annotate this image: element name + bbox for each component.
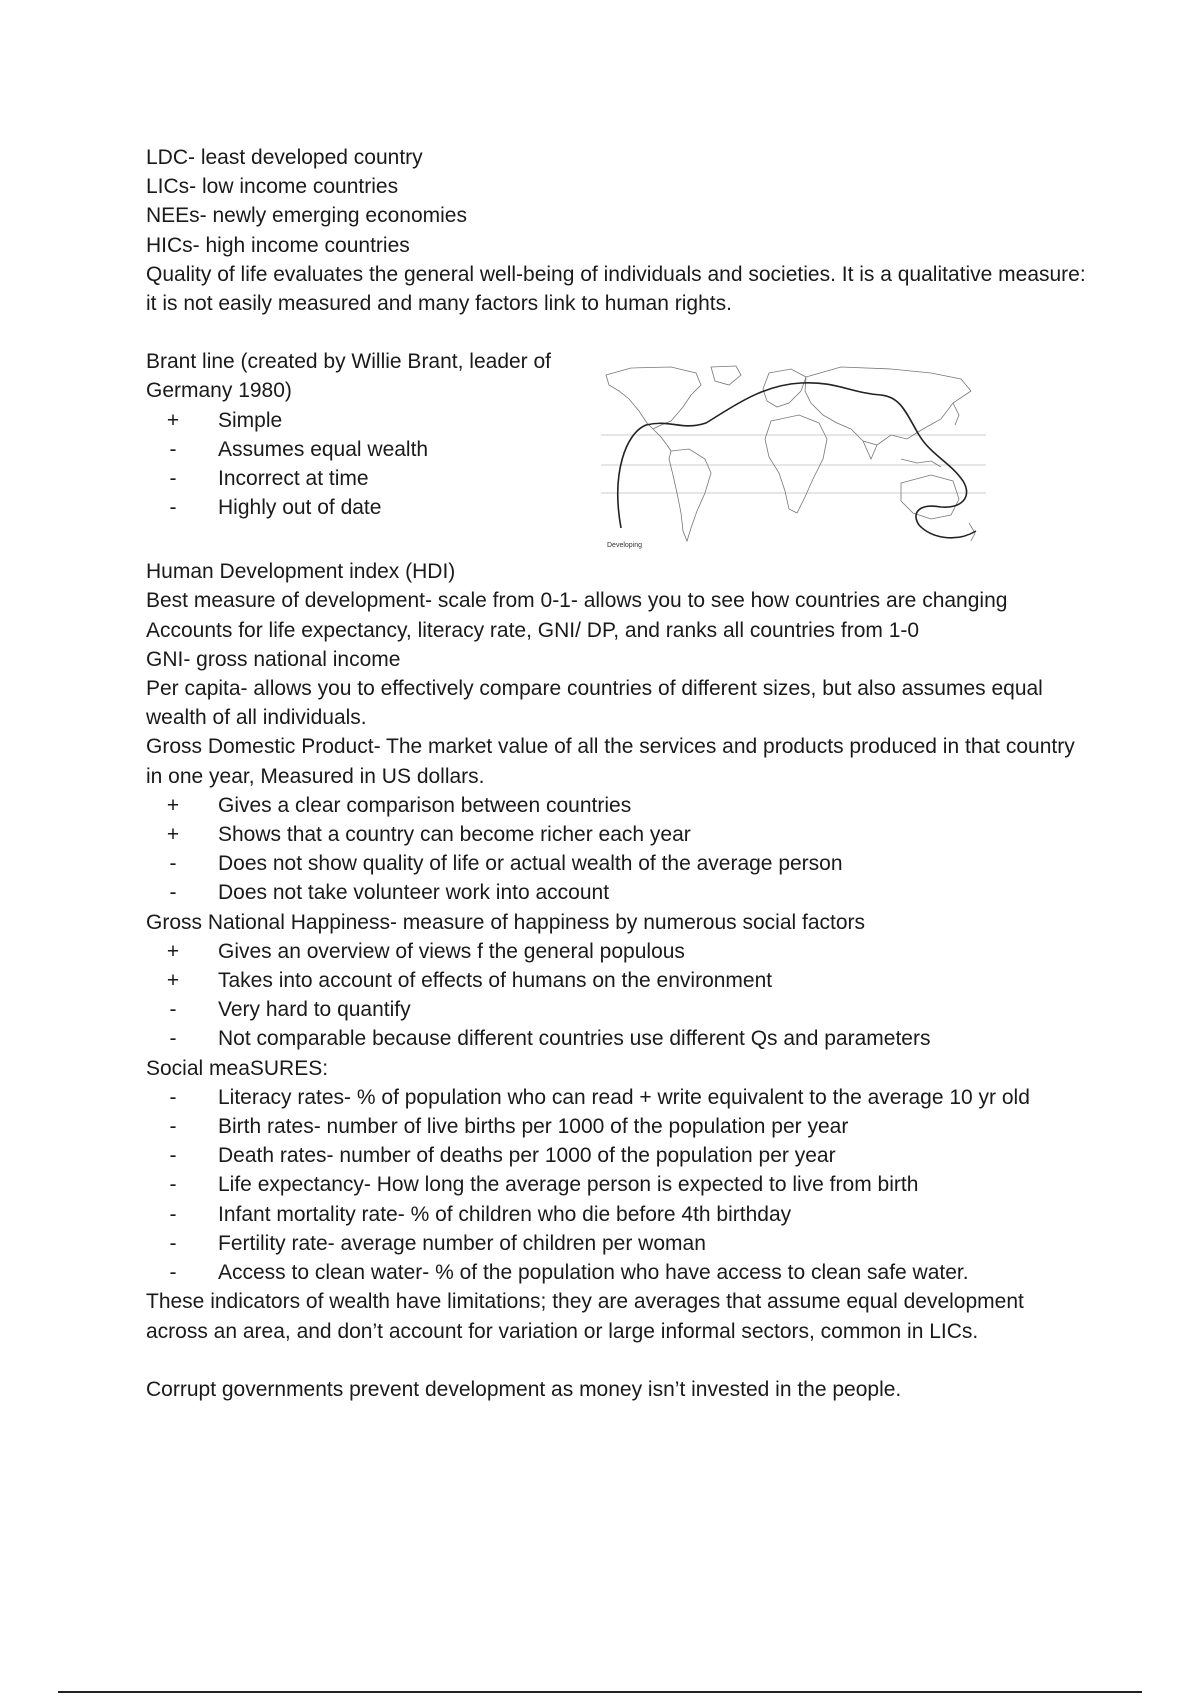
social-point: - Literacy rates- % of population who can read + write equivalent to the average 10 yr old	[169, 1085, 1030, 1109]
abbr-nees: NEEs- newly emerging economies	[146, 204, 467, 228]
hdi-line1: Best measure of development- scale from 0-1- allows you to see how countries are changing	[146, 589, 1008, 613]
gdp-point: - Does not take volunteer work into account	[169, 881, 610, 905]
hdi-title: Human Development index (HDI)	[146, 560, 456, 584]
brant-title-line2: Germany 1980)	[146, 379, 292, 403]
map-label-developing: Developing	[607, 542, 643, 550]
hdi-line2: Accounts for life expectancy, literacy rate, GNI/ DP, and ranks all countries from 1-0	[146, 618, 920, 642]
gnh-point: + Gives an overview of views f the general populous	[166, 939, 685, 963]
gdp-point: + Gives a clear comparison between countries	[166, 793, 632, 817]
social-point: - Infant mortality rate- % of children who die before 4th birthday	[169, 1202, 792, 1226]
brant-point: - Incorrect at time	[169, 467, 369, 491]
quality-of-life-paragraph: Quality of life evaluates the general well-being of individuals and societies. It is a qualitative measure: it is not easily measured and many factors link to human rights.	[146, 262, 1086, 316]
brant-point: - Assumes equal wealth	[169, 437, 429, 461]
gdp-point: - Does not show quality of life or actual wealth of the average person	[169, 852, 843, 876]
gnh-point: + Takes into account of effects of humans on the environment	[166, 969, 773, 993]
gdp-definition: Gross Domestic Product- The market value of all the services and products produced in that country in one year, Measured in US dollars.	[146, 735, 1075, 788]
abbr-ldc: LDC- least developed country	[146, 146, 423, 169]
social-point: - Access to clean water- % of the population who have access to clean safe water.	[169, 1261, 969, 1285]
social-point: - Death rates- number of deaths per 1000 of the population per year	[169, 1144, 836, 1168]
gnh-point: - Very hard to quantify	[169, 998, 411, 1022]
limitations-paragraph: These indicators of wealth have limitations; they are averages that assume equal development across an area, and don’t account for variation or large informal sectors, common in LICs.	[146, 1290, 1024, 1343]
abbr-hics: HICs- high income countries	[146, 233, 410, 257]
social-point: - Birth rates- number of live births per 1000 of the population per year	[169, 1115, 849, 1139]
footer-rule	[58, 1691, 1142, 1693]
brant-point: - Highly out of date	[169, 496, 382, 520]
gni-definition: GNI- gross national income	[146, 647, 401, 671]
abbr-lics: LICs- low income countries	[146, 175, 399, 199]
brant-point: + Simple	[166, 408, 283, 432]
brant-section	[146, 347, 1086, 557]
corruption-statement: Corrupt governments prevent development as money isn’t invested in the people.	[146, 1377, 902, 1401]
social-point: - Life expectancy- How long the average person is expected to live from birth	[169, 1173, 919, 1197]
gdp-point: + Shows that a country can become richer each year	[166, 823, 691, 847]
gnh-definition: Gross National Happiness- measure of happiness by numerous social factors	[146, 910, 866, 934]
notes-page	[146, 143, 1086, 1404]
brant-title-line1: Brant line (created by Willie Brant, leader of	[146, 350, 552, 374]
brandt-line-world-map	[601, 363, 986, 553]
social-point: - Fertility rate- average number of children per woman	[169, 1231, 706, 1255]
gnh-point: - Not comparable because different countries use different Qs and parameters	[169, 1027, 931, 1051]
social-measures-title: Social meaSURES:	[146, 1056, 329, 1080]
per-capita-definition: Per capita- allows you to effectively compare countries of different sizes, but also assumes equal wealth of all individuals.	[146, 677, 1043, 730]
